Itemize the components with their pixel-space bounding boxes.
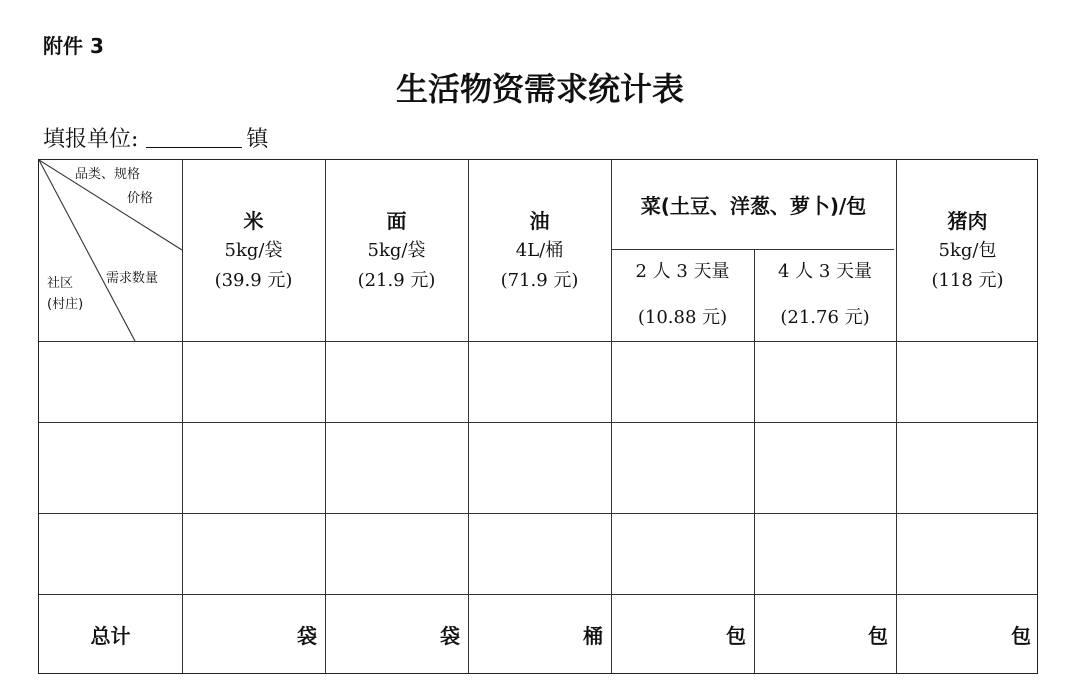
total-vegetables-4p-unit[interactable]: 包 xyxy=(868,624,888,648)
vegetables-name: 菜(土豆、洋葱、萝卜)/包 xyxy=(640,194,867,218)
pork-name: 猪肉 xyxy=(947,208,988,233)
pork-spec: 5kg/包 xyxy=(938,239,997,261)
corner-category-label: 品类、规格 xyxy=(75,167,141,182)
header-rice xyxy=(182,160,325,341)
flour-price: (21.9 元) xyxy=(357,269,436,291)
page-title: 生活物资需求统计表 xyxy=(395,70,684,108)
vegetables-4p-price: (21.76 元) xyxy=(780,307,870,328)
reporting-unit-line xyxy=(43,122,268,153)
total-oil-unit[interactable]: 桶 xyxy=(583,624,603,648)
flour-spec: 5kg/袋 xyxy=(367,239,426,261)
rice-name: 米 xyxy=(243,208,264,233)
pork-price: (118 元) xyxy=(931,269,1004,291)
oil-spec: 4L/桶 xyxy=(515,239,564,261)
oil-price: (71.9 元) xyxy=(500,269,579,291)
reporting-unit-blank[interactable] xyxy=(146,147,242,148)
total-label: 总计 xyxy=(90,624,131,648)
corner-village-label: (村庄) xyxy=(47,297,84,312)
corner-community-label: 社区 xyxy=(47,276,74,291)
reporting-unit-label: 填报单位: xyxy=(43,127,139,152)
reporting-unit-suffix: 镇 xyxy=(246,127,269,152)
demand-table xyxy=(38,159,1038,674)
header-vegetables xyxy=(611,160,896,249)
oil-name: 油 xyxy=(529,208,550,233)
table-row[interactable] xyxy=(39,422,1039,513)
corner-demand-label: 需求数量 xyxy=(106,271,159,286)
total-vegetables-2p-unit[interactable]: 包 xyxy=(726,624,746,648)
vegetables-4p-label: 4 人 3 天量 xyxy=(777,261,873,282)
vegetables-2p-label: 2 人 3 天量 xyxy=(635,261,730,282)
header-vegetables-4p xyxy=(754,249,896,341)
total-rice-unit[interactable]: 袋 xyxy=(297,624,317,648)
corner-price-label: 价格 xyxy=(127,191,154,206)
table-row[interactable] xyxy=(39,341,1039,422)
corner-diagonal-lines xyxy=(39,160,183,341)
flour-name: 面 xyxy=(386,208,407,233)
total-pork-unit[interactable]: 包 xyxy=(1011,624,1031,648)
header-pork xyxy=(896,160,1039,341)
rice-price: (39.9 元) xyxy=(214,269,293,291)
vegetables-2p-price: (10.88 元) xyxy=(637,307,728,328)
header-flour xyxy=(325,160,468,341)
header-vegetables-2p xyxy=(611,249,754,341)
attachment-label: 附件 3 xyxy=(43,34,104,58)
header-oil xyxy=(468,160,611,341)
table-row[interactable] xyxy=(39,513,1039,594)
total-flour-unit[interactable]: 袋 xyxy=(440,624,460,648)
rice-spec: 5kg/袋 xyxy=(224,239,283,261)
